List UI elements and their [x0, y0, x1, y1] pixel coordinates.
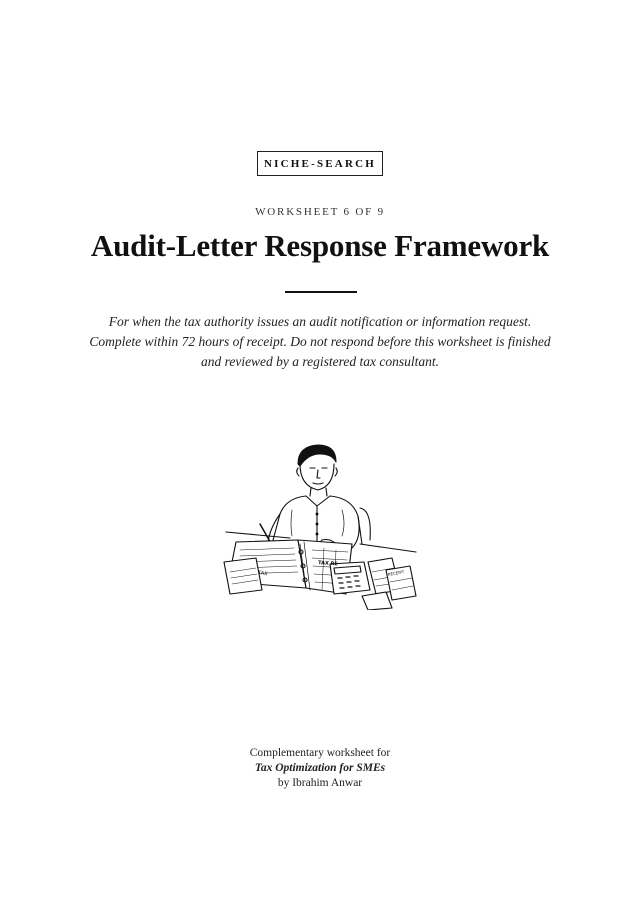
title-divider	[285, 291, 357, 293]
intro-paragraph	[60, 312, 580, 372]
brand-badge	[257, 151, 383, 176]
ledger-label: TAX RE	[317, 560, 338, 568]
brand-name: NICHE-SEARCH	[264, 157, 376, 170]
tax-form-label: TAX	[257, 570, 268, 578]
intro-line: For when the tax authority issues an audit notification or information request.	[108, 314, 532, 329]
intro-line: Complete within 72 hours of receipt. Do not respond before this worksheet is finished	[89, 334, 551, 349]
page-title: Audit-Letter Response Framework	[90, 228, 550, 263]
author-line: by Ibrahim Anwar	[277, 777, 363, 789]
worksheet-series-label: WORKSHEET 6 OF 9	[255, 206, 385, 218]
footer-intro-line: Complementary worksheet for	[249, 747, 391, 759]
intro-line: and reviewed by a registered tax consultant.	[200, 354, 440, 369]
footer-credit	[0, 746, 640, 791]
receipt-label: RECEIPT	[387, 569, 405, 577]
man-reviewing-tax-documents-illustration	[220, 440, 420, 610]
book-title: Tax Optimization for SMEs	[254, 762, 386, 774]
